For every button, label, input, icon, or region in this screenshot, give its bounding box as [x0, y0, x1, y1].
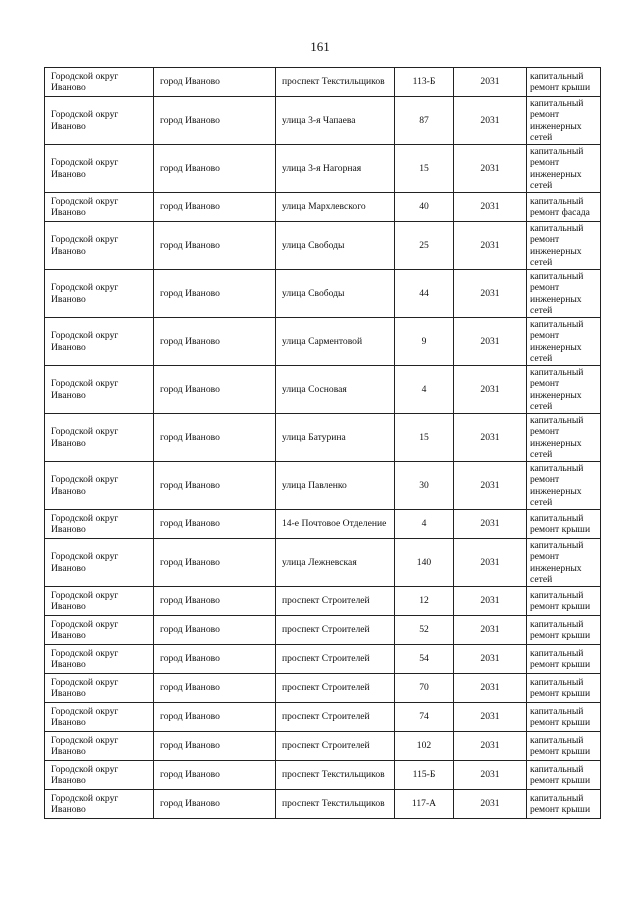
cell-work-type: капитальный ремонт инженерных сетей — [527, 270, 601, 318]
cell-work-type: капитальный ремонт крыши — [527, 703, 601, 732]
cell-street: улица Сарментовой — [276, 318, 395, 366]
cell-district: Городской округ Иваново — [45, 97, 154, 145]
cell-district: Городской округ Иваново — [45, 462, 154, 510]
cell-city: город Иваново — [154, 222, 276, 270]
cell-year: 2031 — [454, 616, 527, 645]
cell-house-number: 4 — [395, 510, 454, 539]
cell-year: 2031 — [454, 539, 527, 587]
cell-city: город Иваново — [154, 318, 276, 366]
cell-city: город Иваново — [154, 414, 276, 462]
cell-street: проспект Строителей — [276, 674, 395, 703]
page-number: 161 — [310, 39, 330, 54]
cell-year: 2031 — [454, 761, 527, 790]
cell-city: город Иваново — [154, 616, 276, 645]
cell-work-type: капитальный ремонт крыши — [527, 616, 601, 645]
cell-street: улица Мархлевского — [276, 193, 395, 222]
table-row — [45, 414, 601, 462]
table-row — [45, 674, 601, 703]
table-row — [45, 97, 601, 145]
cell-street: проспект Текстильщиков — [276, 761, 395, 790]
cell-street: улица Павленко — [276, 462, 395, 510]
cell-city: город Иваново — [154, 462, 276, 510]
cell-district: Городской округ Иваново — [45, 270, 154, 318]
cell-year: 2031 — [454, 462, 527, 510]
repair-schedule-table — [44, 67, 601, 819]
cell-district: Городской округ Иваново — [45, 366, 154, 414]
table-row — [45, 462, 601, 510]
cell-work-type: капитальный ремонт крыши — [527, 68, 601, 97]
cell-street: улица Свободы — [276, 222, 395, 270]
cell-year: 2031 — [454, 68, 527, 97]
cell-city: город Иваново — [154, 587, 276, 616]
cell-house-number: 54 — [395, 645, 454, 674]
cell-house-number: 15 — [395, 145, 454, 193]
cell-district: Городской округ Иваново — [45, 318, 154, 366]
cell-district: Городской округ Иваново — [45, 761, 154, 790]
cell-city: город Иваново — [154, 145, 276, 193]
cell-city: город Иваново — [154, 366, 276, 414]
cell-year: 2031 — [454, 587, 527, 616]
cell-year: 2031 — [454, 510, 527, 539]
cell-house-number: 102 — [395, 732, 454, 761]
table-row — [45, 761, 601, 790]
table-row — [45, 222, 601, 270]
cell-street: 14-е Почтовое Отделение — [276, 510, 395, 539]
cell-district: Городской округ Иваново — [45, 222, 154, 270]
cell-street: проспект Строителей — [276, 587, 395, 616]
cell-city: город Иваново — [154, 510, 276, 539]
cell-house-number: 87 — [395, 97, 454, 145]
cell-house-number: 30 — [395, 462, 454, 510]
cell-house-number: 25 — [395, 222, 454, 270]
cell-street: проспект Строителей — [276, 732, 395, 761]
cell-year: 2031 — [454, 222, 527, 270]
cell-street: улица Батурина — [276, 414, 395, 462]
cell-city: город Иваново — [154, 790, 276, 819]
cell-work-type: капитальный ремонт инженерных сетей — [527, 97, 601, 145]
cell-house-number: 140 — [395, 539, 454, 587]
cell-work-type: капитальный ремонт крыши — [527, 761, 601, 790]
cell-district: Городской округ Иваново — [45, 193, 154, 222]
cell-year: 2031 — [454, 366, 527, 414]
cell-house-number: 44 — [395, 270, 454, 318]
cell-work-type: капитальный ремонт крыши — [527, 790, 601, 819]
cell-district: Городской округ Иваново — [45, 145, 154, 193]
table-row — [45, 193, 601, 222]
cell-city: город Иваново — [154, 68, 276, 97]
cell-work-type: капитальный ремонт инженерных сетей — [527, 414, 601, 462]
table-row — [45, 645, 601, 674]
cell-house-number: 40 — [395, 193, 454, 222]
cell-work-type: капитальный ремонт инженерных сетей — [527, 222, 601, 270]
cell-work-type: капитальный ремонт крыши — [527, 587, 601, 616]
cell-house-number: 4 — [395, 366, 454, 414]
cell-street: улица Свободы — [276, 270, 395, 318]
table-row — [45, 510, 601, 539]
cell-district: Городской округ Иваново — [45, 414, 154, 462]
cell-district: Городской округ Иваново — [45, 645, 154, 674]
cell-district: Городской округ Иваново — [45, 616, 154, 645]
cell-work-type: капитальный ремонт инженерных сетей — [527, 366, 601, 414]
cell-year: 2031 — [454, 414, 527, 462]
cell-year: 2031 — [454, 674, 527, 703]
cell-city: город Иваново — [154, 539, 276, 587]
cell-city: город Иваново — [154, 761, 276, 790]
cell-year: 2031 — [454, 703, 527, 732]
cell-year: 2031 — [454, 645, 527, 674]
cell-street: улица Лежневская — [276, 539, 395, 587]
cell-street: улица Сосновая — [276, 366, 395, 414]
cell-district: Городской округ Иваново — [45, 790, 154, 819]
cell-house-number: 15 — [395, 414, 454, 462]
cell-house-number: 117-А — [395, 790, 454, 819]
table-row — [45, 732, 601, 761]
cell-house-number: 74 — [395, 703, 454, 732]
cell-house-number: 70 — [395, 674, 454, 703]
cell-house-number: 9 — [395, 318, 454, 366]
cell-district: Городской округ Иваново — [45, 539, 154, 587]
cell-year: 2031 — [454, 193, 527, 222]
table-row — [45, 145, 601, 193]
cell-work-type: капитальный ремонт инженерных сетей — [527, 145, 601, 193]
table-row — [45, 270, 601, 318]
table-row — [45, 366, 601, 414]
cell-work-type: капитальный ремонт крыши — [527, 674, 601, 703]
cell-work-type: капитальный ремонт крыши — [527, 732, 601, 761]
cell-street: проспект Строителей — [276, 703, 395, 732]
cell-year: 2031 — [454, 270, 527, 318]
cell-year: 2031 — [454, 790, 527, 819]
cell-district: Городской округ Иваново — [45, 674, 154, 703]
cell-work-type: капитальный ремонт крыши — [527, 645, 601, 674]
cell-city: город Иваново — [154, 193, 276, 222]
cell-house-number: 12 — [395, 587, 454, 616]
cell-city: город Иваново — [154, 674, 276, 703]
cell-city: город Иваново — [154, 270, 276, 318]
table-row — [45, 539, 601, 587]
cell-city: город Иваново — [154, 732, 276, 761]
cell-work-type: капитальный ремонт инженерных сетей — [527, 462, 601, 510]
cell-year: 2031 — [454, 145, 527, 193]
cell-year: 2031 — [454, 318, 527, 366]
cell-city: город Иваново — [154, 645, 276, 674]
table-row — [45, 703, 601, 732]
cell-work-type: капитальный ремонт крыши — [527, 510, 601, 539]
cell-street: улица 3-я Нагорная — [276, 145, 395, 193]
cell-district: Городской округ Иваново — [45, 510, 154, 539]
cell-work-type: капитальный ремонт фасада — [527, 193, 601, 222]
cell-house-number: 115-Б — [395, 761, 454, 790]
table-row — [45, 790, 601, 819]
cell-work-type: капитальный ремонт инженерных сетей — [527, 539, 601, 587]
cell-city: город Иваново — [154, 97, 276, 145]
cell-district: Городской округ Иваново — [45, 703, 154, 732]
cell-street: проспект Строителей — [276, 616, 395, 645]
cell-city: город Иваново — [154, 703, 276, 732]
cell-district: Городской округ Иваново — [45, 732, 154, 761]
cell-district: Городской округ Иваново — [45, 587, 154, 616]
cell-year: 2031 — [454, 97, 527, 145]
cell-street: проспект Строителей — [276, 645, 395, 674]
cell-work-type: капитальный ремонт инженерных сетей — [527, 318, 601, 366]
cell-year: 2031 — [454, 732, 527, 761]
cell-house-number: 113-Б — [395, 68, 454, 97]
cell-street: улица 3-я Чапаева — [276, 97, 395, 145]
cell-district: Городской округ Иваново — [45, 68, 154, 97]
cell-street: проспект Текстильщиков — [276, 790, 395, 819]
table-row — [45, 587, 601, 616]
cell-street: проспект Текстильщиков — [276, 68, 395, 97]
table-row — [45, 68, 601, 97]
table-row — [45, 318, 601, 366]
cell-house-number: 52 — [395, 616, 454, 645]
table-row — [45, 616, 601, 645]
